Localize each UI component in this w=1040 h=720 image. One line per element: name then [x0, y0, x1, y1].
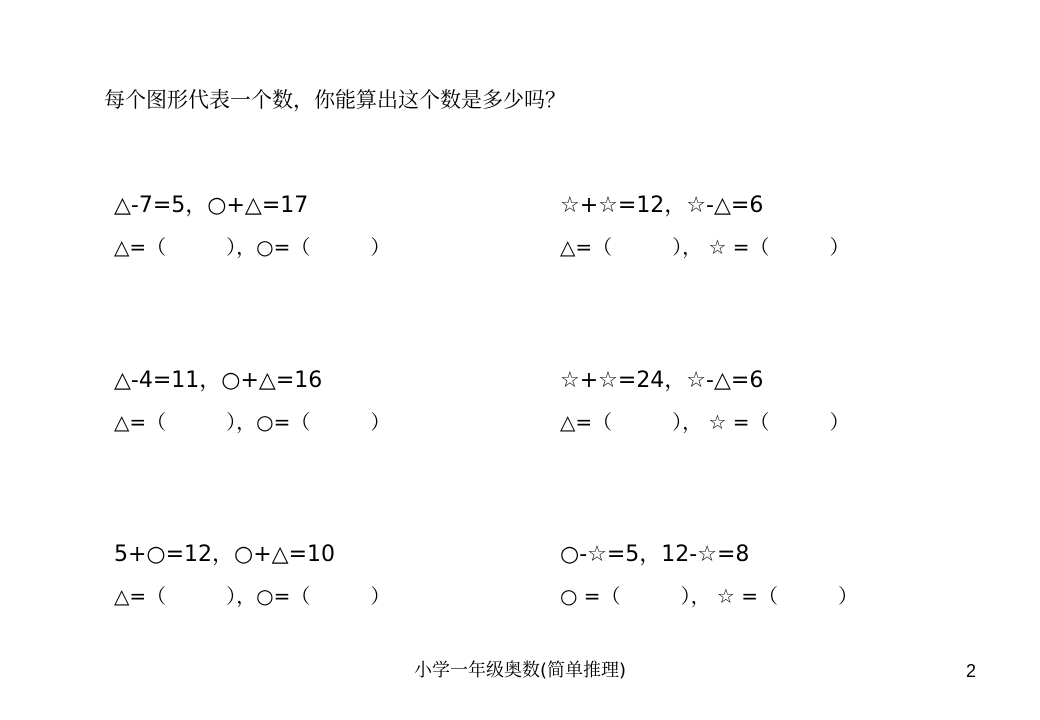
problem-answer: △=（ ），○=（ ） — [114, 584, 391, 608]
problem-1 — [114, 191, 534, 261]
problem-answer: △=（ ），○=（ ） — [114, 410, 391, 434]
page-number: 2 — [966, 661, 977, 681]
problem-answer: ○ =（ ）， ☆ =（ ） — [560, 584, 858, 608]
problem-6 — [560, 540, 980, 610]
problem-answer: △=（ ）， ☆ =（ ） — [560, 235, 850, 259]
page-title: 每个图形代表一个数，你能算出这个数是多少吗？ — [104, 88, 566, 112]
problem-equation: △-7=5，○+△=17 — [114, 193, 309, 218]
problem-2 — [560, 191, 980, 261]
problem-equation: ☆+☆=24，☆-△=6 — [560, 368, 764, 393]
problem-answer: △=（ ）， ☆ =（ ） — [560, 410, 850, 434]
problem-equation: ○-☆=5，12-☆=8 — [560, 542, 750, 567]
problem-3 — [114, 366, 534, 436]
problem-5 — [114, 540, 534, 610]
problem-answer: △=（ ），○=（ ） — [114, 235, 391, 259]
footer-title: 小学一年级奥数(简单推理) — [413, 660, 627, 681]
problem-4 — [560, 366, 980, 436]
problem-equation: 5+○=12，○+△=10 — [114, 542, 336, 567]
problem-equation: ☆+☆=12，☆-△=6 — [560, 193, 764, 218]
problem-equation: △-4=11，○+△=16 — [114, 368, 323, 393]
